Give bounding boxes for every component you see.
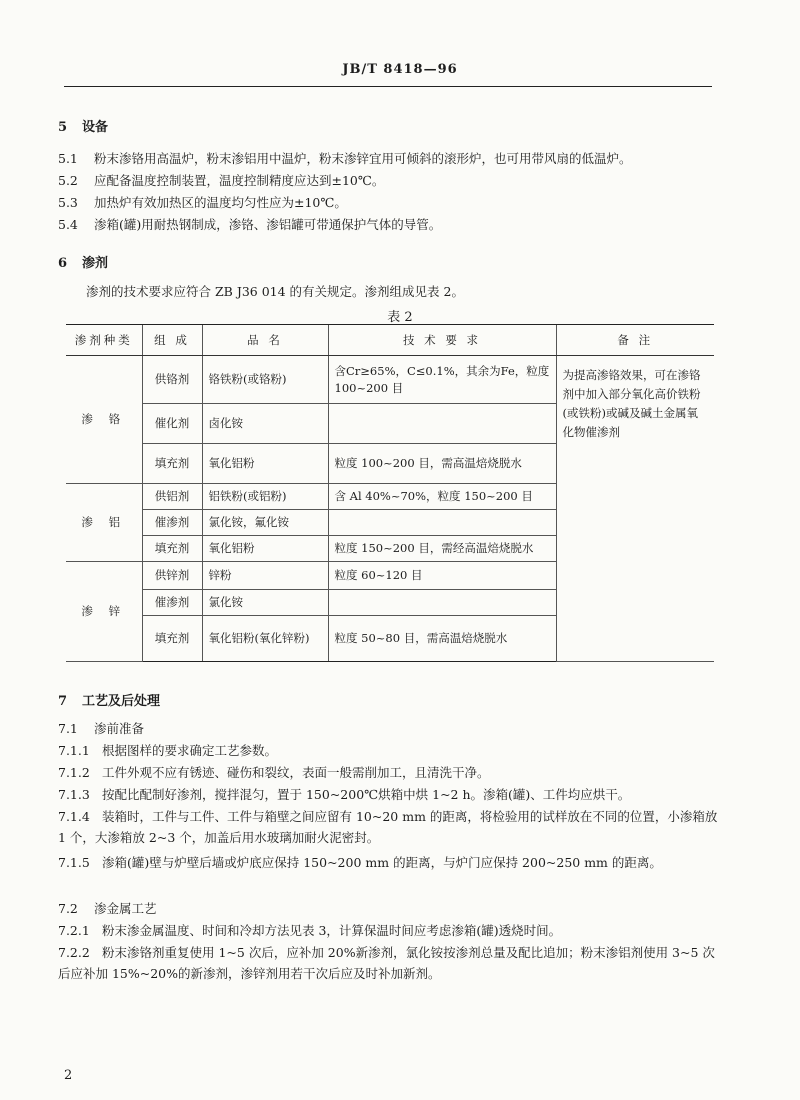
type-aluminizing: 渗 铝 xyxy=(66,484,142,562)
clause-7-2-2: 7.2.2 粉末渗铬剂重复使用 1~5 次后，应补加 20%新渗剂，氯化铵按渗剂总量及配比追加；粉末渗铝剂使用 3~5 次后应补加 15%~20%的新渗剂，渗锌剂用若干次后应及时补加新剂。 xyxy=(58,945,715,981)
clause-7-1-5: 7.1.5 渗箱(罐)壁与炉壁后墙或炉底应保持 150~200 mm 的距离，与炉门应保持 200~250 mm 的距离。 xyxy=(58,855,662,870)
clause-5-1: 5.1 粉末渗铬用高温炉，粉末渗铝用中温炉，粉末渗锌宜用可倾斜的滚形炉，也可用带风扇的低温炉。 xyxy=(58,151,632,166)
remarks-chromizing: 为提高渗铬效果，可在渗铬剂中加入部分氧化高价铁粉(或铁粉)或碱及碱土金属氧化物催渗剂 xyxy=(556,356,714,484)
clause-7-1-3: 7.1.3 按配比配制好渗剂，搅拌混匀，置于 150~200℃烘箱中烘 1~2 h。渗箱(罐)、工件均应烘干。 xyxy=(58,787,631,802)
section-6-number: 6 xyxy=(58,256,68,271)
table-row: 填充剂 氧化铝粉(氧化锌粉) 粒度 50~80 目，需高温焙烧脱水 xyxy=(66,616,714,662)
table-row: 渗 锌 供锌剂 锌粉 粒度 60~120 目 xyxy=(66,562,714,590)
page-number: 2 xyxy=(64,1068,73,1083)
standard-code: JB/T 8418—96 xyxy=(342,62,458,77)
col-header-product: 品 名 xyxy=(202,325,328,356)
col-header-requirements: 技 术 要 求 xyxy=(328,325,556,356)
clause-7-2: 7.2 渗金属工艺 xyxy=(58,901,157,916)
section-6-title: 渗剂 xyxy=(82,256,109,271)
table-row: 催渗剂 氯化铵，氟化铵 xyxy=(66,510,714,536)
remarks-empty xyxy=(556,484,714,662)
section-5-number: 5 xyxy=(58,120,68,135)
table-row: 填充剂 氧化铝粉 粒度 100~200 目，需高温焙烧脱水 xyxy=(66,444,714,484)
type-zincing: 渗 锌 xyxy=(66,562,142,662)
clause-7-1-2: 7.1.2 工件外观不应有锈迹、碰伤和裂纹，表面一般需削加工，且清洗干净。 xyxy=(58,765,490,780)
clause-7-2-1: 7.2.1 粉末渗金属温度、时间和冷却方法见表 3，计算保温时间应考虑渗箱(罐)透烧时间。 xyxy=(58,923,562,938)
section-5-heading xyxy=(58,116,108,135)
table-header-row xyxy=(66,325,714,356)
table-2-caption: 表 2 xyxy=(387,310,413,325)
table-row: 填充剂 氧化铝粉 粒度 150~200 目，需经高温焙烧脱水 xyxy=(66,536,714,562)
table-row: 催化剂 卤化铵 xyxy=(66,404,714,444)
clause-5-3: 5.3 加热炉有效加热区的温度均匀性应为±10℃。 xyxy=(58,195,347,210)
table-2 xyxy=(66,324,714,662)
clause-7-1-4: 7.1.4 装箱时，工件与工件、工件与箱壁之间应留有 10~20 mm 的距离，将检验用的试样放在不同的位置，小渗箱放 1 个，大渗箱放 2~3 个，加盖后用水玻璃加耐火泥密封。 xyxy=(58,809,718,845)
col-header-remarks: 备 注 xyxy=(556,325,714,356)
section-7-heading xyxy=(58,690,160,709)
section-6-intro: 渗剂的技术要求应符合 ZB J36 014 的有关规定。渗剂组成见表 2。 xyxy=(86,284,464,299)
section-7-title: 工艺及后处理 xyxy=(82,694,161,709)
section-5-title: 设备 xyxy=(82,120,109,135)
type-chromizing: 渗 铬 xyxy=(66,356,142,484)
table-row: 渗 铬 供铬剂 铬铁粉(或铬粉) 含Cr≥65%，C≤0.1%，其余为Fe，粒度 100~200 目 为提高渗铬效果，可在渗铬剂中加入部分氧化高价铁粉(或铁粉)或碱及碱土金属氧化物催渗剂 xyxy=(66,356,714,404)
clause-5-2: 5.2 应配备温度控制装置，温度控制精度应达到±10℃。 xyxy=(58,173,385,188)
header-rule xyxy=(64,86,712,87)
table-row: 催渗剂 氯化铵 xyxy=(66,590,714,616)
clause-7-1: 7.1 渗前准备 xyxy=(58,721,145,736)
section-7-number: 7 xyxy=(58,694,68,709)
col-header-type: 渗剂种类 xyxy=(66,325,142,356)
clause-5-4: 5.4 渗箱(罐)用耐热钢制成，渗铬、渗铝罐可带通保护气体的导管。 xyxy=(58,217,442,232)
col-header-composition: 组 成 xyxy=(142,325,202,356)
table-row: 渗 铝 供铝剂 铝铁粉(或铝粉) 含 Al 40%~70%，粒度 150~200 目 xyxy=(66,484,714,510)
section-6-heading xyxy=(58,252,108,271)
clause-7-1-1: 7.1.1 根据图样的要求确定工艺参数。 xyxy=(58,743,278,758)
